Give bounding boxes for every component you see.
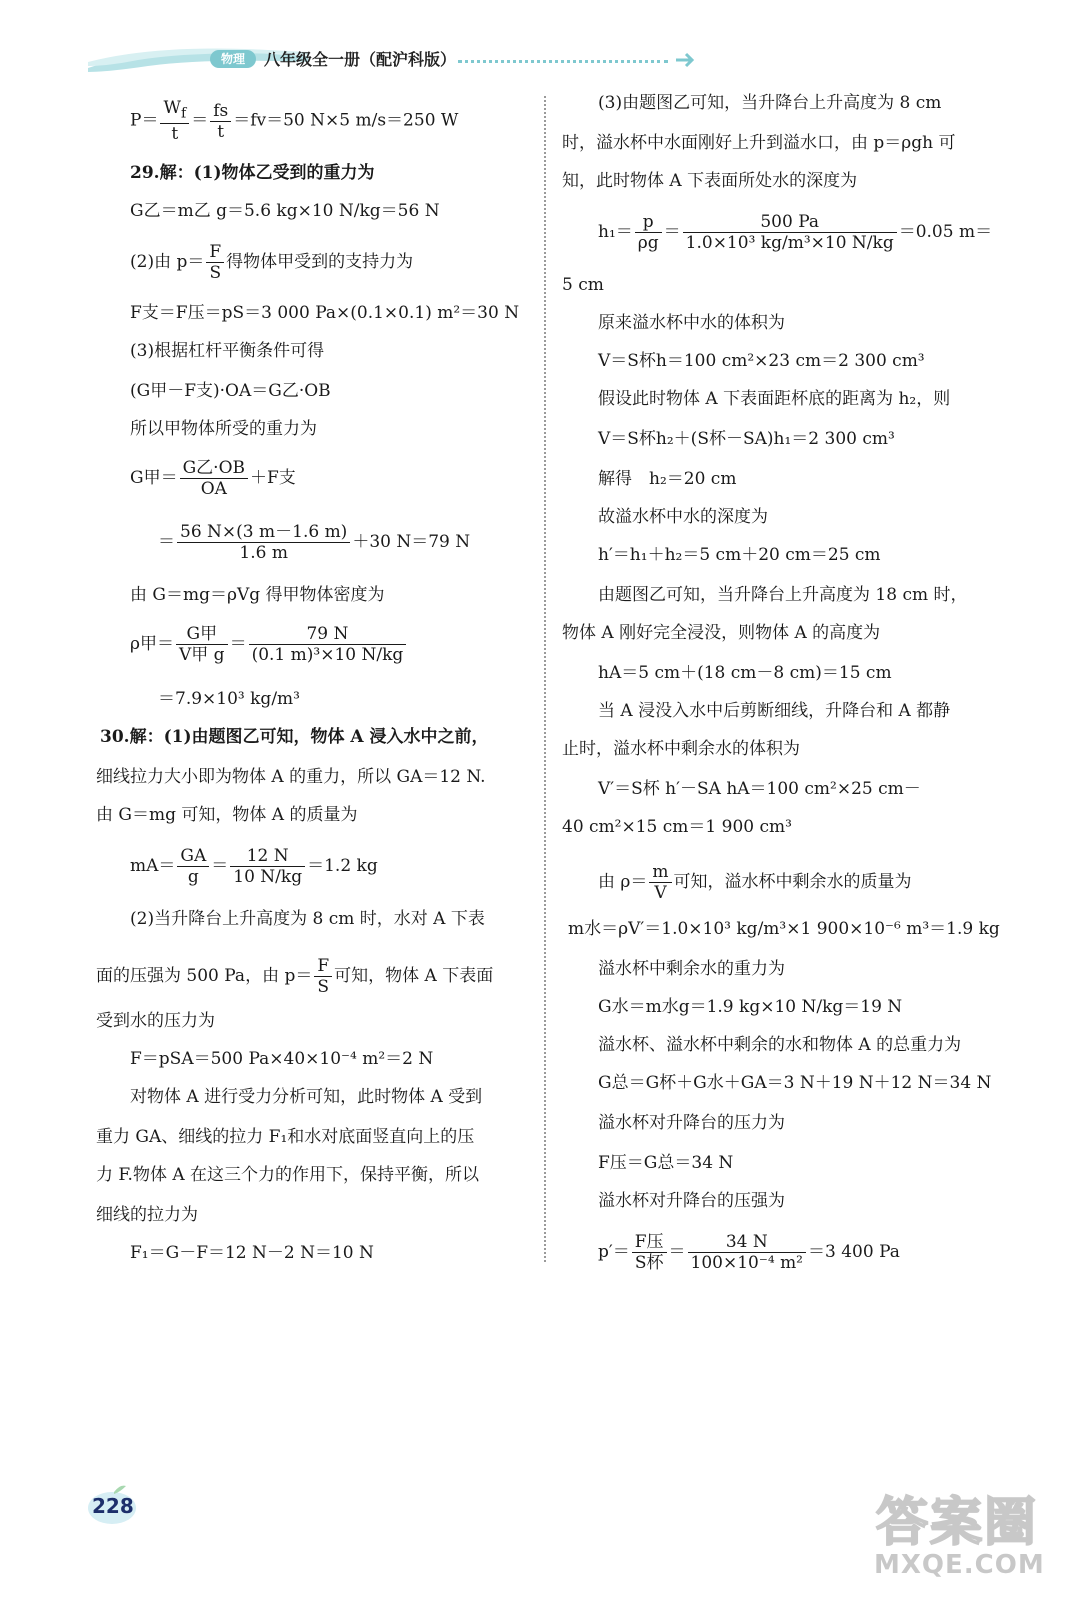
text-line: G乙＝m乙 g＝5.6 kg×10 N/kg＝56 N xyxy=(130,201,440,221)
text-line: 假设此时物体 A 下表面距杯底的距离为 h₂，则 xyxy=(598,389,951,409)
page-number-badge xyxy=(86,1482,138,1526)
book-title: 八年级全一册（配沪科版） xyxy=(264,50,457,69)
watermark-logo-text: 答案圈 xyxy=(876,1493,1039,1553)
text-line: (3)由题图乙可知，当升降台上升高度为 8 cm xyxy=(598,93,942,113)
watermark xyxy=(868,1478,1048,1588)
text-line: 知，此时物体 A 下表面所处水的深度为 xyxy=(562,171,858,191)
text-line: F压＝G总＝34 N xyxy=(598,1153,734,1173)
arrow-right-icon xyxy=(674,48,698,72)
equation: G甲＝ $\frac{\text{G乙·OB}}{OA}$ ＋F支 xyxy=(130,458,296,499)
watermark-url: MXQE.COM xyxy=(874,1550,1045,1580)
text-line: hA＝5 cm＋(18 cm－8 cm)＝15 cm xyxy=(598,663,892,683)
text-line: (2)当升降台上升高度为 8 cm 时，水对 A 下表 xyxy=(130,909,485,929)
text-line: F支＝F压＝pS＝3 000 Pa×(0.1×0.1) m²＝30 N xyxy=(130,303,520,323)
text-line: 止时，溢水杯中剩余水的体积为 xyxy=(562,739,800,759)
text-line: 时，溢水杯中水面刚好上升到溢水口，由 p＝ρgh 可 xyxy=(562,133,956,153)
page-header xyxy=(88,42,688,78)
equation-power: P＝ $\frac{W_f}{t}$ ＝ $\frac{fs}{t}$ ＝fv＝50 N×5 m/s＝250 W xyxy=(130,98,459,145)
subject-badge: 物理 xyxy=(210,50,256,68)
text-line: V′＝S杯 h′－SA hA＝100 cm²×25 cm－ xyxy=(598,779,921,799)
text-line: 解得 h₂＝20 cm xyxy=(598,469,737,489)
equation: ＝ $\frac{56 N\times(3 m-1.6 m)}{1.6 m}$ ＋30 N＝79 N xyxy=(158,522,471,563)
equation: h₁＝ $\frac{p}{\rho g}$ ＝ $\frac{500 Pa}{\text{1.0×10³ kg/m³×10 N/kg}}$ ＝0.05 m＝ xyxy=(598,212,993,253)
text-line: V＝S杯h＝100 cm²×23 cm＝2 300 cm³ xyxy=(598,351,925,371)
text-line: F＝pSA＝500 Pa×40×10⁻⁴ m²＝2 N xyxy=(130,1049,434,1069)
text-line: m水＝ρV′＝1.0×10³ kg/m³×1 900×10⁻⁶ m³＝1.9 kg xyxy=(568,919,1000,939)
text-line: 溢水杯对升降台的压强为 xyxy=(598,1191,785,1211)
equation: p′＝ $\frac{\text{F压}}{\text{S杯}}$ ＝ $\frac{34 N}{\text{100×10⁻⁴ m²}}$ ＝3 400 Pa xyxy=(598,1232,900,1273)
text-line: 由题图乙可知，当升降台上升高度为 18 cm 时， xyxy=(598,585,968,605)
page-number: 228 xyxy=(92,1494,134,1518)
text-line: V＝S杯h₂＋(S杯－SA)h₁＝2 300 cm³ xyxy=(598,429,895,449)
text-line: 所以甲物体所受的重力为 xyxy=(130,419,317,439)
text-line: (G甲－F支)·OA＝G乙·OB xyxy=(130,381,331,401)
text-line: 细线拉力大小即为物体 A 的重力，所以 GA＝12 N. xyxy=(96,767,486,787)
equation: ρ甲＝ $\frac{\text{G甲}}{\text{V甲 g}}$ ＝ $\frac{79 N}{\text{(0.1 m)³×10 N/kg}}$ xyxy=(130,624,408,665)
text-line: 细线的拉力为 xyxy=(96,1205,198,1225)
text-line: 受到水的压力为 xyxy=(96,1011,215,1031)
text-line: 由 G＝mg 可知，物体 A 的质量为 xyxy=(96,805,358,825)
text-line: F₁＝G－F＝12 N－2 N＝10 N xyxy=(130,1243,374,1263)
text-line: G水＝m水g＝1.9 kg×10 N/kg＝19 N xyxy=(598,997,903,1017)
text-line: 溢水杯、溢水杯中剩余的水和物体 A 的总重力为 xyxy=(598,1035,962,1055)
text-line: 当 A 浸没入水中后剪断细线，升降台和 A 都静 xyxy=(598,701,951,721)
fraction: $\frac{W_f}{t}$ xyxy=(160,98,189,144)
text-line: 5 cm xyxy=(562,275,604,295)
column-divider xyxy=(544,96,546,1262)
text-line: 力 F.物体 A 在这三个力的作用下，保持平衡，所以 xyxy=(96,1165,480,1185)
text-line: 溢水杯对升降台的压力为 xyxy=(598,1113,785,1133)
fraction: $\frac{fs}{t}$ xyxy=(210,101,231,142)
text-line: G总＝G杯＋G水＋GA＝3 N＋19 N＋12 N＝34 N xyxy=(598,1073,992,1093)
equation: 由 ρ＝ $\frac{m}{V}$ 可知，溢水杯中剩余水的质量为 xyxy=(598,862,912,903)
text-line: h′＝h₁＋h₂＝5 cm＋20 cm＝25 cm xyxy=(598,545,881,565)
header-dotted-line xyxy=(458,60,668,63)
text-line: 面的压强为 500 Pa，由 p＝ $\frac{F}{S}$ 可知，物体 A 下表面 xyxy=(96,956,494,997)
text-line: 原来溢水杯中水的体积为 xyxy=(598,313,785,333)
text-line: 由 G＝mg＝ρVg 得甲物体密度为 xyxy=(130,585,385,605)
text-line: 故溢水杯中水的深度为 xyxy=(598,507,768,527)
problem-30-heading: 30.解：(1)由题图乙可知，物体 A 浸入水中之前， xyxy=(100,727,489,747)
text-line: 40 cm²×15 cm＝1 900 cm³ xyxy=(562,817,792,837)
text-line: (3)根据杠杆平衡条件可得 xyxy=(130,341,325,361)
problem-29-heading: 29.解：(1)物体乙受到的重力为 xyxy=(130,163,375,183)
text-line: (2)由 p＝ $\frac{F}{S}$ 得物体甲受到的支持力为 xyxy=(130,242,414,283)
text-line: 物体 A 刚好完全浸没，则物体 A 的高度为 xyxy=(562,623,881,643)
text-line: ＝7.9×10³ kg/m³ xyxy=(158,689,300,709)
text-line: 重力 GA、细线的拉力 F₁和水对底面竖直向上的压 xyxy=(96,1127,475,1147)
text-line: 对物体 A 进行受力分析可知，此时物体 A 受到 xyxy=(130,1087,483,1107)
equation: mA＝ $\frac{GA}{g}$ ＝ $\frac{12 N}{10 N/kg}$ ＝1.2 kg xyxy=(130,846,378,887)
text-line: 溢水杯中剩余水的重力为 xyxy=(598,959,785,979)
